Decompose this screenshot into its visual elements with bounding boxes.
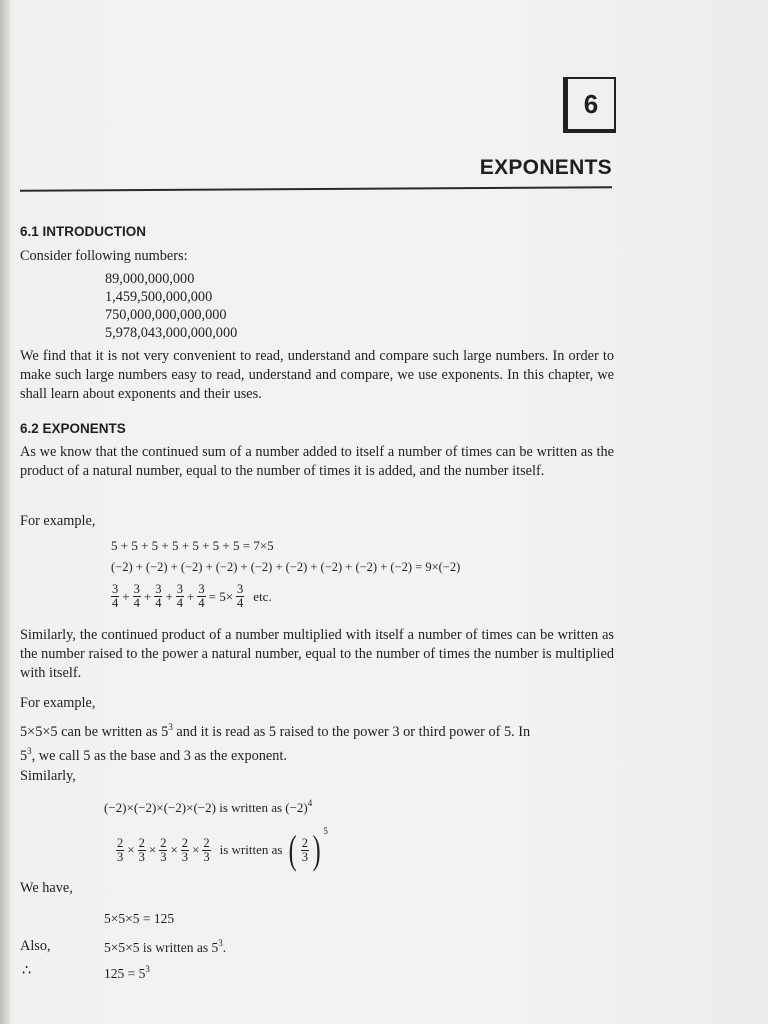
equation-sum-5: 5 + 5 + 5 + 5 + 5 + 5 + 5 = 7×5 <box>111 538 274 553</box>
similarly-label: Similarly, <box>20 768 76 784</box>
base-exponent-paragraph: 5×5×5 can be written as $5^3$ and it is read as 5 raised to the power 3 or third power of 5. In $5^3$, we call 5 as the base and 3 as the exponent. <box>20 722 531 764</box>
section-heading-exponents: 6.2 EXPONENTS <box>20 421 126 436</box>
number-2: 1,459,500,000,000 <box>105 289 213 305</box>
example-neg2-power: (−2)×(−2)×(−2)×(−2) is written as $(-2)^4$ <box>104 798 313 815</box>
section-heading-introduction: 6.1 INTRODUCTION <box>20 224 147 239</box>
fraction: $\frac{3}{4}$ <box>155 582 162 610</box>
fraction: $\frac{3}{4}$ <box>176 582 184 610</box>
chapter-number: 6 <box>583 88 599 119</box>
intro-paragraph: We find that it is not very convenient to read, understand and compare such large numbers. In order to make such large numbers easy to read, understand and compare, we use exponents. In this chapter, we shall learn about exponents and their uses. <box>20 348 614 402</box>
also-label: Also, <box>20 938 51 954</box>
fraction: $\frac{2}{3}$ <box>138 835 145 864</box>
right-paren: ) <box>312 827 321 872</box>
book-spine-shadow <box>0 0 10 1024</box>
exponent: 5 <box>323 826 328 836</box>
equation-sum-neg2: (−2) + (−2) + (−2) + (−2) + (−2) + (−2) + (−2) + (−2) + (−2) = 9×(−2) <box>111 560 461 574</box>
is-written-as-label: is written as <box>219 842 283 857</box>
left-paren: ( <box>289 827 298 872</box>
fraction: $\frac{2}{3}$ <box>181 835 189 864</box>
fraction: $\frac{2}{3}$ <box>160 835 167 864</box>
number-3: 750,000,000,000,000 <box>105 307 227 323</box>
result-125: 5×5×5 = 125 <box>104 911 175 926</box>
fraction: $\frac{3}{4}$ <box>237 582 244 610</box>
fraction: $\frac{3}{4}$ <box>112 582 119 610</box>
chapter-number-box <box>563 77 616 133</box>
written-as-power: 5×5×5 is written as $5^3$. <box>104 938 227 955</box>
for-example-label: For example, <box>20 513 96 529</box>
product-paragraph: Similarly, the continued product of a number multiplied with itself a number of times can be written as the number raised to the power a natural number, equal to the number of times the number is multiplied with itself. <box>20 627 614 681</box>
intro-line: Consider following numbers: <box>20 248 188 264</box>
we-have-label: We have, <box>20 880 73 896</box>
number-4: 5,978,043,000,000,000 <box>105 325 238 341</box>
number-1: 89,000,000,000 <box>105 271 195 287</box>
title-rule <box>20 186 612 192</box>
fraction: $\frac{2}{3}$ <box>301 835 309 864</box>
fraction: $\frac{2}{3}$ <box>117 835 124 864</box>
fraction: $\frac{3}{4}$ <box>198 582 205 610</box>
sum-paragraph: As we know that the continued sum of a number added to itself a number of times can be written as the product of a natural number, equal to the number of times it is added, and the number itself. <box>20 444 614 479</box>
fraction: $\frac{3}{4}$ <box>133 582 140 610</box>
equation-sum-fractions: $\frac{3}{4}$ + $\frac{3}{4}$ + $\frac{3}{4}$ + $\frac{3}{4}$ + $\frac{3}{4}$ = 5× $\frac{3}{4}$ etc. <box>112 582 272 610</box>
example-fraction-power: $\frac{2}{3}$ × $\frac{2}{3}$ × $\frac{2}{3}$ × $\frac{2}{3}$ × $\frac{2}{3}$ is written as ( $\frac{2}{3}$ ) $^5$ <box>117 826 328 872</box>
fraction: $\frac{2}{3}$ <box>203 835 210 864</box>
etc-label: etc. <box>253 588 272 604</box>
for-example-label-2: For example, <box>20 695 96 711</box>
therefore-symbol: ∴ <box>22 963 32 979</box>
chapter-title: EXPONENTS <box>479 156 612 179</box>
conclusion-125-equals: $125 = 5^3$ <box>104 964 150 981</box>
